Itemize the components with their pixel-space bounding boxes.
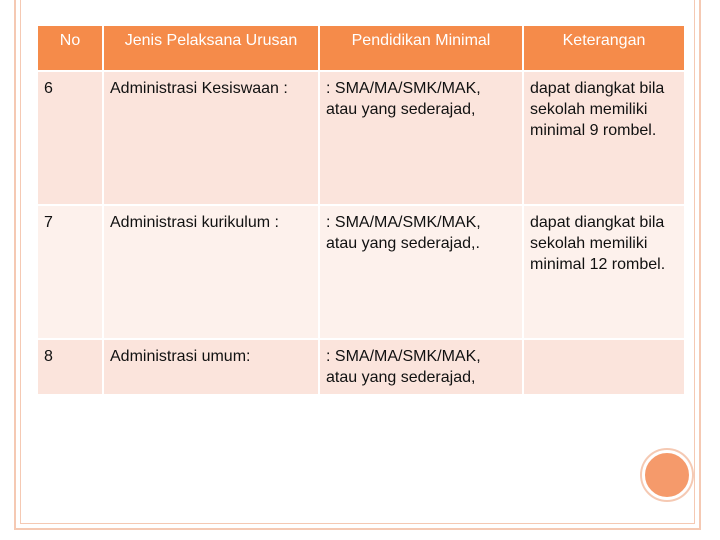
cell-no: 7	[37, 205, 103, 339]
table-row	[37, 205, 685, 339]
table-header-row	[37, 25, 685, 71]
table-row	[37, 339, 685, 395]
decorative-circle	[642, 450, 692, 500]
table-row	[37, 71, 685, 205]
header-keterangan: Keterangan	[523, 25, 685, 71]
cell-jenis: Administrasi umum:	[103, 339, 319, 395]
cell-jenis: Administrasi kurikulum :	[103, 205, 319, 339]
header-no: No	[37, 25, 103, 71]
cell-keterangan: dapat diangkat bila sekolah memiliki minimal 9 rombel.	[523, 71, 685, 205]
cell-no: 8	[37, 339, 103, 395]
cell-keterangan	[523, 339, 685, 395]
cell-keterangan: dapat diangkat bila sekolah memiliki minimal 12 rombel.	[523, 205, 685, 339]
cell-pendidikan: : SMA/MA/SMK/MAK, atau yang sederajad,	[319, 71, 523, 205]
cell-jenis: Administrasi Kesiswaan :	[103, 71, 319, 205]
header-jenis: Jenis Pelaksana Urusan	[103, 25, 319, 71]
cell-pendidikan: : SMA/MA/SMK/MAK, atau yang sederajad,.	[319, 205, 523, 339]
cell-no: 6	[37, 71, 103, 205]
cell-pendidikan: : SMA/MA/SMK/MAK, atau yang sederajad,	[319, 339, 523, 395]
header-pendidikan: Pendidikan Minimal	[319, 25, 523, 71]
pelaksana-table	[36, 24, 686, 396]
